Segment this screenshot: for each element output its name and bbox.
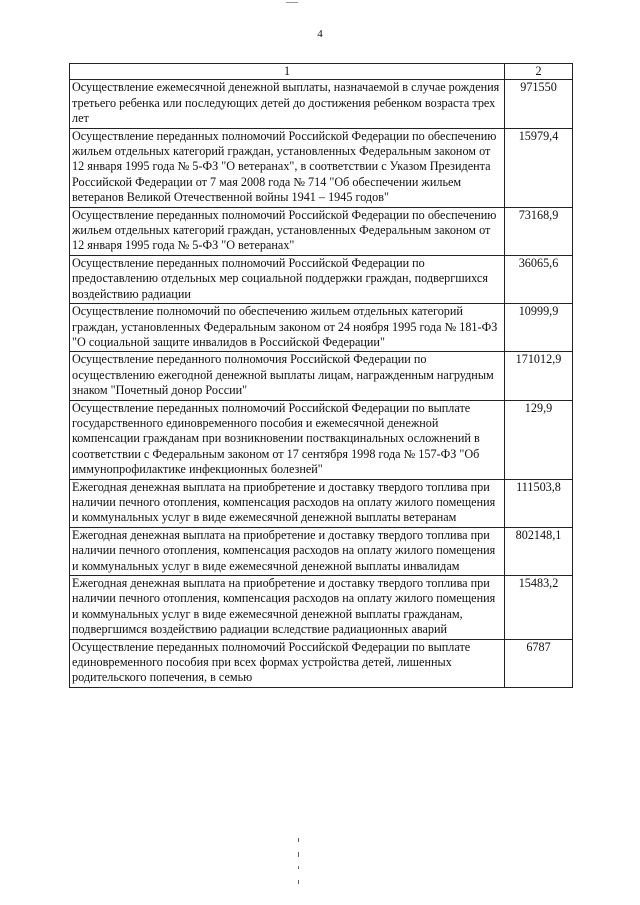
row-description: Осуществление переданного полномочия Российской Федерации по осуществлению ежегодной денежной выплаты лицам, награжденным нагрудным знаком "Почетный донор России"	[70, 352, 505, 400]
table-row	[70, 352, 573, 400]
table-row	[70, 639, 573, 687]
table-row	[70, 128, 573, 207]
table-row	[70, 255, 573, 303]
header-row	[70, 64, 573, 80]
row-description: Осуществление переданных полномочий Российской Федерации по обеспечению жильем отдельных категорий граждан, установленных Федеральным законом от 12 января 1995 года № 5-ФЗ "О ветеранах"	[70, 207, 505, 255]
table-row	[70, 576, 573, 640]
row-description: Осуществление переданных полномочий Российской Федерации по выплате государственного единовременного пособия и ежемесячной денежной компенсации гражданам при возникновении поствакцинальных осложнений в соответствии с Федеральным законом от 17 сентября 1998 года № 157-ФЗ "Об иммунопрофилактике инфекционных болезней"	[70, 400, 505, 479]
row-amount: 15483,2	[505, 576, 573, 640]
column-header-amount: 2	[505, 64, 573, 80]
table-row	[70, 479, 573, 527]
table-row	[70, 207, 573, 255]
row-amount: 129,9	[505, 400, 573, 479]
row-description: Осуществление переданных полномочий Российской Федерации по обеспечению жильем отдельных категорий граждан, установленных Федеральным законом от 12 января 1995 года № 5-ФЗ "О ветеранах", в соответствии с Указом Президента Российской Федерации от 7 мая 2008 года № 714 "Об обеспечении жильем ветеранов Великой Отечественной войны 1941 – 1945 годов"	[70, 128, 505, 207]
page-number: 4	[317, 28, 323, 40]
row-description: Осуществление переданных полномочий Российской Федерации по предоставлению отдельных мер социальной поддержки граждан, подвергшихся воздействию радиации	[70, 255, 505, 303]
row-description: Ежегодная денежная выплата на приобретение и доставку твердого топлива при наличии печного отопления, компенсация расходов на оплату жилого помещения и коммунальных услуг в виде ежемесячной денежной выплаты гражданам, подвергшимся воздействию радиации вследствие радиационных аварий	[70, 576, 505, 640]
row-amount: 971550	[505, 80, 573, 128]
table-row	[70, 304, 573, 352]
row-amount: 10999,9	[505, 304, 573, 352]
row-description: Осуществление переданных полномочий Российской Федерации по выплате единовременного пособия при всех формах устройства детей, лишенных родительского попечения, в семью	[70, 639, 505, 687]
scan-artifact	[298, 852, 299, 857]
row-description: Ежегодная денежная выплата на приобретение и доставку твердого топлива при наличии печного отопления, компенсация расходов на оплату жилого помещения и коммунальных услуг в виде ежемесячной денежной выплаты ветеранам	[70, 479, 505, 527]
row-amount: 73168,9	[505, 207, 573, 255]
row-amount: 36065,6	[505, 255, 573, 303]
table-row	[70, 80, 573, 128]
scan-mark	[286, 2, 298, 3]
column-header-description: 1	[70, 64, 505, 80]
row-amount: 171012,9	[505, 352, 573, 400]
budget-table	[69, 63, 573, 688]
scan-artifact	[298, 866, 299, 869]
row-description: Осуществление полномочий по обеспечению жильем отдельных категорий граждан, установленных Федеральным законом от 24 ноября 1995 года № 181-ФЗ "О социальной защите инвалидов в Российской Федерации"	[70, 304, 505, 352]
row-description: Осуществление ежемесячной денежной выплаты, назначаемой в случае рождения третьего ребенка или последующих детей до достижения ребенком возраста трех лет	[70, 80, 505, 128]
table-row	[70, 400, 573, 479]
row-amount: 111503,8	[505, 479, 573, 527]
scan-artifact	[298, 838, 299, 842]
row-amount: 15979,4	[505, 128, 573, 207]
table-row	[70, 527, 573, 575]
scan-artifact	[298, 880, 299, 884]
row-amount: 802148,1	[505, 527, 573, 575]
row-amount: 6787	[505, 639, 573, 687]
row-description: Ежегодная денежная выплата на приобретение и доставку твердого топлива при наличии печного отопления, компенсация расходов на оплату жилого помещения и коммунальных услуг в виде ежемесячной денежной выплаты инвалидам	[70, 527, 505, 575]
